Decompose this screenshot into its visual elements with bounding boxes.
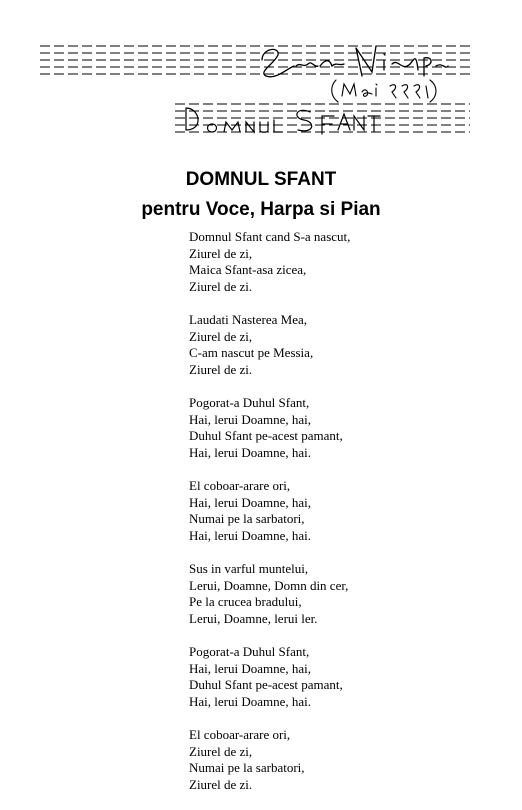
lyric-line: El coboar-arare ori, — [189, 478, 291, 493]
lyric-line: Lerui, Doamne, Domn din cer, — [189, 577, 349, 593]
lyric-line: Ziurel de zi, — [189, 245, 253, 261]
lyric-line: Ziurel de zi. — [189, 776, 253, 792]
lyric-line: Hai, lerui Doamne, hai, — [189, 411, 312, 427]
lyric-line: Lerui, Doamne, lerui ler. — [189, 610, 318, 626]
lyric-line: Numai pe la sarbatori, — [189, 511, 305, 526]
lyric-line: Pe la crucea bradului, — [189, 594, 302, 609]
signature-scribble — [262, 46, 448, 77]
lyric-line: Pogorat-a Duhul Sfant, — [189, 644, 310, 659]
handwritten-title — [186, 108, 380, 134]
lyric-line: Maica Sfant-asa zicea, — [189, 262, 307, 277]
stanza — [189, 727, 489, 793]
page-title: DOMNUL SFANT — [185, 169, 337, 190]
stanza — [189, 644, 489, 710]
lyric-line: Hai, lerui Doamne, hai, — [189, 660, 312, 676]
lyrics — [189, 229, 489, 810]
page-subtitle: pentru Voce, Harpa si Pian — [141, 199, 381, 220]
staff-lines — [40, 46, 470, 132]
title-block — [0, 168, 522, 222]
lyric-line: Ziurel de zi, — [189, 743, 253, 759]
lyric-line: Hai, lerui Doamne, hai, — [189, 494, 312, 510]
lyric-line: Ziurel de zi, — [189, 328, 253, 344]
lyric-line: Pogorat-a Duhul Sfant, — [189, 395, 310, 410]
stanza — [189, 561, 489, 627]
lyric-line: Ziurel de zi. — [189, 361, 253, 377]
lyric-line: Duhul Sfant pe-acest pamant, — [189, 428, 343, 443]
stanza — [189, 312, 489, 378]
stanza — [189, 229, 489, 295]
lyric-line: Sus in varful muntelui, — [189, 561, 309, 576]
date-scribble — [332, 80, 436, 102]
lyric-line: Duhul Sfant pe-acest pamant, — [189, 677, 343, 692]
lyric-line: Laudati Nasterea Mea, — [189, 312, 308, 327]
stanza — [189, 395, 489, 461]
lyric-line: Hai, lerui Doamne, hai. — [189, 527, 312, 543]
lyric-line: Domnul Sfant cand S-a nascut, — [189, 229, 351, 244]
lyric-line: Hai, lerui Doamne, hai. — [189, 693, 312, 709]
lyric-line: El coboar-arare ori, — [189, 727, 291, 742]
lyric-line: C-am nascut pe Messia, — [189, 345, 314, 360]
stanza — [189, 478, 489, 544]
handwritten-header — [0, 0, 522, 160]
lyric-line: Ziurel de zi. — [189, 278, 253, 294]
lyric-line: Hai, lerui Doamne, hai. — [189, 444, 312, 460]
lyric-line: Numai pe la sarbatori, — [189, 760, 305, 775]
